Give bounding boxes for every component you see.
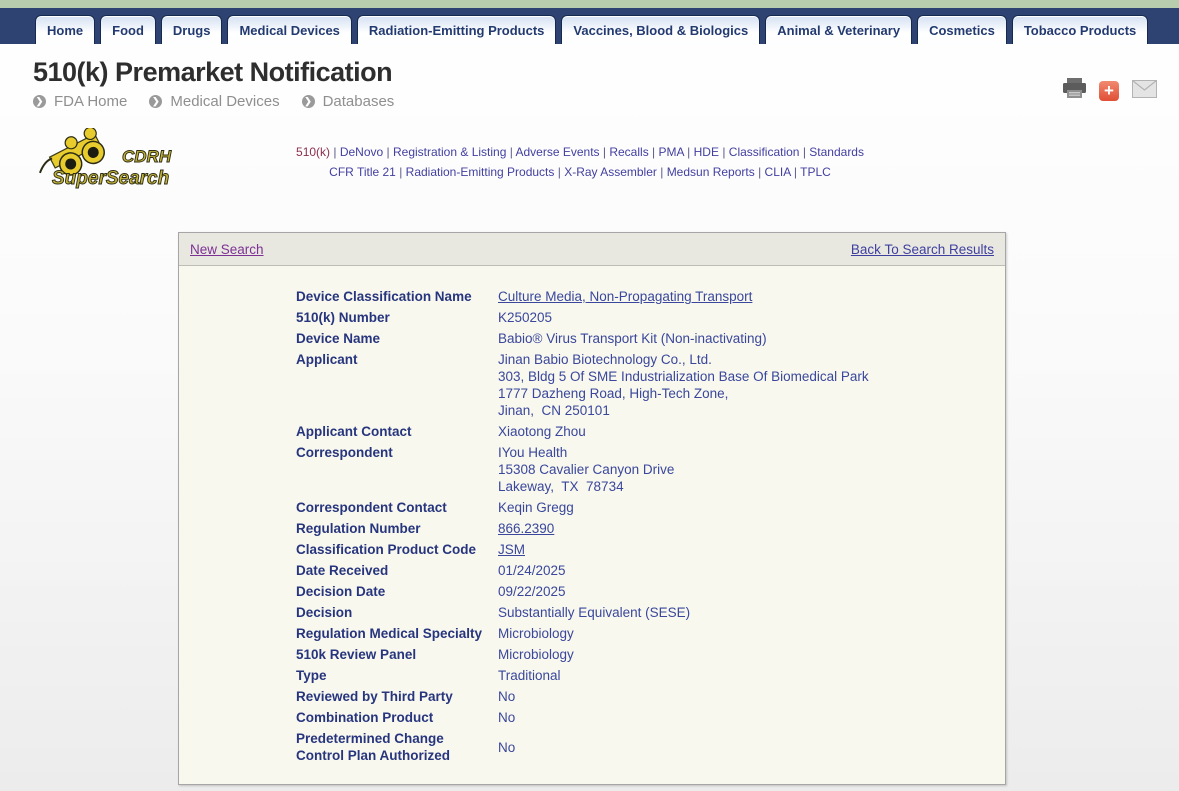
row-value-line: 1777 Dazheng Road, High-Tech Zone, bbox=[498, 386, 729, 401]
row-value-line: Jinan, CN 250101 bbox=[498, 403, 610, 418]
db-link-standards[interactable]: Standards bbox=[809, 145, 864, 159]
breadcrumb-medical-devices[interactable] bbox=[149, 93, 279, 110]
link-separator: | bbox=[330, 145, 340, 159]
nav-tab-drugs[interactable]: Drugs bbox=[161, 15, 223, 44]
nav-tab-food[interactable]: Food bbox=[100, 15, 156, 44]
table-row bbox=[296, 688, 989, 705]
row-label: Classification Product Code bbox=[296, 542, 477, 557]
db-link-hde[interactable]: HDE bbox=[693, 145, 719, 159]
logo-text-top: CDRH bbox=[122, 147, 172, 166]
row-value-line: Substantially Equivalent (SESE) bbox=[498, 605, 691, 620]
table-row bbox=[296, 730, 989, 764]
row-label: Correspondent bbox=[296, 445, 393, 460]
db-link-registration-listing[interactable]: Registration & Listing bbox=[392, 145, 507, 159]
panel-header bbox=[179, 233, 1005, 266]
table-row bbox=[296, 667, 989, 684]
page-action-icons bbox=[1063, 78, 1157, 104]
db-link-x-ray-assembler[interactable]: X-Ray Assembler bbox=[564, 165, 657, 179]
table-row bbox=[296, 709, 989, 726]
db-link-tplc[interactable]: TPLC bbox=[800, 165, 831, 179]
db-link-pma[interactable]: PMA bbox=[658, 145, 684, 159]
row-label: Applicant Contact bbox=[296, 424, 412, 439]
row-value bbox=[498, 351, 869, 419]
row-label: Reviewed by Third Party bbox=[296, 689, 453, 704]
link-separator: | bbox=[383, 145, 393, 159]
table-row bbox=[296, 309, 989, 326]
row-value-line: No bbox=[498, 710, 516, 725]
row-value-link[interactable]: Culture Media, Non-Propagating Transport bbox=[498, 289, 753, 304]
detail-panel bbox=[178, 232, 1006, 785]
row-value bbox=[498, 499, 574, 516]
row-label: Device Name bbox=[296, 331, 381, 346]
link-separator: | bbox=[754, 165, 765, 179]
table-row bbox=[296, 583, 989, 600]
nav-tab-medical-devices[interactable]: Medical Devices bbox=[227, 15, 351, 44]
db-link-recalls[interactable]: Recalls bbox=[609, 145, 649, 159]
nav-tab-animal-veterinary[interactable]: Animal & Veterinary bbox=[765, 15, 912, 44]
database-links-row2 bbox=[250, 162, 910, 182]
row-value-line: No bbox=[498, 739, 516, 755]
db-link-denovo[interactable]: DeNovo bbox=[339, 145, 384, 159]
breadcrumb-label: Databases bbox=[322, 93, 395, 110]
row-value bbox=[498, 444, 674, 495]
table-row bbox=[296, 562, 989, 579]
link-separator: | bbox=[683, 145, 694, 159]
row-value-line: 01/24/2025 bbox=[498, 563, 566, 578]
breadcrumb-label: Medical Devices bbox=[170, 93, 280, 110]
row-value-line: K250205 bbox=[498, 310, 553, 325]
row-value-line: IYou Health bbox=[498, 445, 568, 460]
printer-icon[interactable] bbox=[1063, 78, 1086, 104]
table-row bbox=[296, 351, 989, 419]
cdrh-supersearch-logo[interactable] bbox=[30, 128, 180, 190]
db-link-cfr-title-21[interactable]: CFR Title 21 bbox=[329, 165, 396, 179]
row-label: Correspondent Contact bbox=[296, 500, 447, 515]
row-value-line: Xiaotong Zhou bbox=[498, 424, 586, 439]
row-value-line: 303, Bldg 5 Of SME Industrialization Base Of Biomedical Park bbox=[498, 369, 869, 384]
row-label: 510(k) Number bbox=[296, 310, 390, 325]
row-value-link[interactable]: 866.2390 bbox=[498, 521, 555, 536]
breadcrumb bbox=[33, 93, 394, 110]
table-row bbox=[296, 444, 989, 495]
row-value bbox=[498, 604, 690, 621]
db-link-radiation-emitting-products[interactable]: Radiation-Emitting Products bbox=[405, 165, 555, 179]
row-label: Decision bbox=[296, 605, 353, 620]
top-green-strip bbox=[0, 0, 1179, 8]
link-separator: | bbox=[599, 145, 610, 159]
breadcrumb-label: FDA Home bbox=[54, 93, 128, 110]
row-label: Applicant bbox=[296, 352, 358, 367]
row-value-line: Lakeway, TX 78734 bbox=[498, 479, 624, 494]
row-value-line: Traditional bbox=[498, 668, 561, 683]
row-value-line: Keqin Gregg bbox=[498, 500, 574, 515]
row-value-line: No bbox=[498, 689, 516, 704]
table-row bbox=[296, 423, 989, 440]
link-separator: | bbox=[656, 165, 667, 179]
new-search-link[interactable]: New Search bbox=[190, 241, 264, 257]
row-value-line: Microbiology bbox=[498, 626, 574, 641]
table-row bbox=[296, 604, 989, 621]
db-link-clia[interactable]: CLIA bbox=[764, 165, 791, 179]
link-separator: | bbox=[395, 165, 406, 179]
breadcrumb-databases[interactable] bbox=[302, 93, 395, 110]
row-value bbox=[498, 625, 574, 642]
row-label: Decision Date bbox=[296, 584, 386, 599]
link-separator: | bbox=[554, 165, 565, 179]
row-label: Device Classification Name bbox=[296, 289, 472, 304]
link-separator: | bbox=[648, 145, 659, 159]
table-row bbox=[296, 520, 989, 537]
row-label: Regulation Number bbox=[296, 521, 421, 536]
back-to-search-results-link[interactable]: Back To Search Results bbox=[850, 241, 994, 257]
row-label: Predetermined Change Control Plan Authorized bbox=[296, 731, 450, 763]
row-value bbox=[498, 562, 566, 579]
database-links-row1 bbox=[250, 142, 910, 162]
db-link-classification[interactable]: Classification bbox=[728, 145, 800, 159]
row-value-line: Babio® Virus Transport Kit (Non-inactivating) bbox=[498, 331, 767, 346]
row-value-link[interactable]: JSM bbox=[498, 542, 525, 557]
table-row bbox=[296, 625, 989, 642]
row-label: Type bbox=[296, 668, 327, 683]
row-value bbox=[498, 541, 525, 558]
row-value-line: Microbiology bbox=[498, 647, 574, 662]
row-value-line: 15308 Cavalier Canyon Drive bbox=[498, 462, 675, 477]
db-link-medsun-reports[interactable]: Medsun Reports bbox=[666, 165, 755, 179]
row-label: Regulation Medical Specialty bbox=[296, 626, 483, 641]
link-separator: | bbox=[799, 145, 810, 159]
primary-nav bbox=[0, 8, 1179, 44]
breadcrumb-arrow-icon: ❯ bbox=[33, 95, 46, 108]
table-row bbox=[296, 646, 989, 663]
db-link-adverse-events[interactable]: Adverse Events bbox=[515, 145, 600, 159]
page-title: 510(k) Premarket Notification bbox=[33, 57, 393, 87]
link-separator: | bbox=[790, 165, 801, 179]
nav-tab-vaccines-blood-biologics[interactable]: Vaccines, Blood & Biologics bbox=[561, 15, 760, 44]
row-label: Date Received bbox=[296, 563, 389, 578]
breadcrumb-fda-home[interactable] bbox=[33, 93, 127, 110]
db-link-510-k[interactable]: 510(k) bbox=[296, 145, 331, 159]
row-value bbox=[498, 309, 552, 326]
row-value bbox=[498, 739, 515, 756]
row-value bbox=[498, 583, 566, 600]
row-value bbox=[498, 646, 574, 663]
nav-tab-radiation-emitting-products[interactable]: Radiation-Emitting Products bbox=[357, 15, 557, 44]
row-value bbox=[498, 330, 767, 347]
logo-text-bottom: SuperSearch bbox=[52, 168, 170, 189]
row-label: 510k Review Panel bbox=[296, 647, 417, 662]
link-separator: | bbox=[718, 145, 729, 159]
table-row bbox=[296, 541, 989, 558]
breadcrumb-arrow-icon: ❯ bbox=[149, 95, 162, 108]
row-value-line: Jinan Babio Biotechnology Co., Ltd. bbox=[498, 352, 712, 367]
row-value bbox=[498, 709, 515, 726]
row-value bbox=[498, 520, 554, 537]
breadcrumb-arrow-icon: ❯ bbox=[302, 95, 315, 108]
nav-tab-cosmetics[interactable]: Cosmetics bbox=[917, 15, 1007, 44]
database-links bbox=[250, 142, 910, 182]
detail-table bbox=[179, 266, 1005, 764]
nav-tab-tobacco-products[interactable]: Tobacco Products bbox=[1012, 15, 1148, 44]
row-value bbox=[498, 288, 752, 305]
row-value bbox=[498, 667, 561, 684]
share-icon[interactable]: + bbox=[1099, 81, 1119, 101]
link-separator: | bbox=[506, 145, 516, 159]
row-value bbox=[498, 688, 515, 705]
nav-tab-home[interactable]: Home bbox=[35, 15, 95, 44]
table-row bbox=[296, 288, 989, 305]
row-label: Combination Product bbox=[296, 710, 434, 725]
email-icon[interactable] bbox=[1132, 80, 1157, 103]
table-row bbox=[296, 499, 989, 516]
row-value-line: 09/22/2025 bbox=[498, 584, 566, 599]
table-row bbox=[296, 330, 989, 347]
row-value bbox=[498, 423, 586, 440]
